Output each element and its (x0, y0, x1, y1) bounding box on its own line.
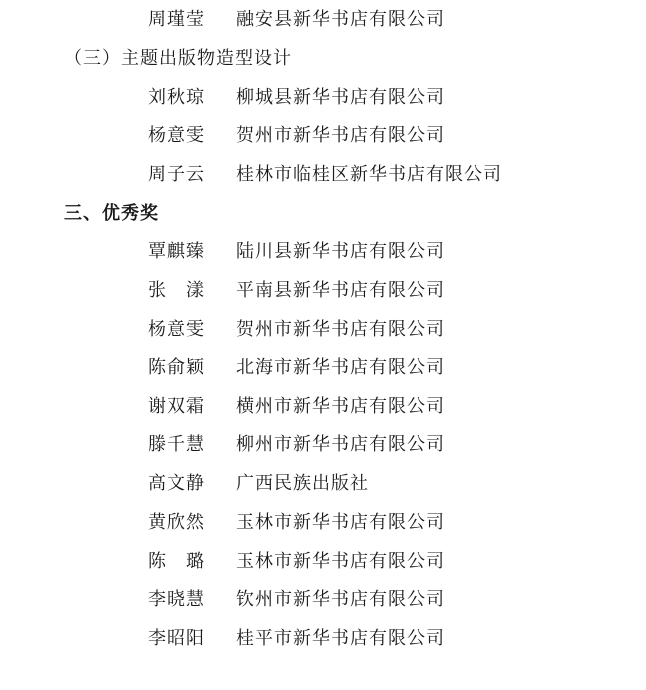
winner-organization: 广西民族出版社 (236, 473, 369, 494)
award-entry (148, 238, 445, 266)
winner-organization: 玉林市新华书店有限公司 (236, 551, 445, 572)
winner-organization: 柳州市新华书店有限公司 (236, 434, 445, 455)
award-entry (148, 161, 502, 189)
section-heading-excellence-award: 三、优秀奖 (64, 203, 159, 224)
award-entry (148, 393, 445, 421)
winner-name: 杨意雯 (148, 319, 205, 340)
award-entry (148, 84, 445, 112)
winner-name: 黄欣然 (148, 512, 205, 533)
winner-organization: 钦州市新华书店有限公司 (236, 589, 445, 610)
winner-name: 陈 璐 (148, 551, 205, 572)
winner-name: 张 漾 (148, 280, 205, 301)
winner-name: 高文静 (148, 473, 205, 494)
winner-name: 周子云 (148, 164, 205, 185)
section-heading-shape-design: （三）主题出版物造型设计 (64, 48, 292, 69)
award-entry (148, 625, 445, 653)
award-entry (148, 431, 445, 459)
winner-organization: 陆川县新华书店有限公司 (236, 241, 445, 262)
award-entry (148, 470, 369, 498)
award-entry (148, 277, 445, 305)
winner-name: 杨意雯 (148, 125, 205, 146)
winner-name: 覃麒臻 (148, 241, 205, 262)
award-entry (148, 122, 445, 150)
winner-organization: 柳城县新华书店有限公司 (236, 87, 445, 108)
winner-organization: 玉林市新华书店有限公司 (236, 512, 445, 533)
winner-organization: 桂平市新华书店有限公司 (236, 628, 445, 649)
winner-organization: 桂林市临桂区新华书店有限公司 (236, 164, 502, 185)
award-entry (148, 548, 445, 576)
award-entry (148, 316, 445, 344)
winner-organization: 横州市新华书店有限公司 (236, 396, 445, 417)
winner-name: 陈俞颖 (148, 357, 205, 378)
winner-name: 周瑾莹 (148, 9, 205, 30)
award-entry (148, 354, 445, 382)
winner-name: 李晓慧 (148, 589, 205, 610)
winner-name: 李昭阳 (148, 628, 205, 649)
award-entry (148, 586, 445, 614)
award-entry (148, 509, 445, 537)
winner-organization: 贺州市新华书店有限公司 (236, 125, 445, 146)
winner-name: 谢双霜 (148, 396, 205, 417)
winner-name: 滕千慧 (148, 434, 205, 455)
winner-organization: 贺州市新华书店有限公司 (236, 319, 445, 340)
winner-organization: 融安县新华书店有限公司 (236, 9, 445, 30)
winner-organization: 平南县新华书店有限公司 (236, 280, 445, 301)
award-entry (148, 6, 445, 34)
winner-organization: 北海市新华书店有限公司 (236, 357, 445, 378)
winner-name: 刘秋琼 (148, 87, 205, 108)
